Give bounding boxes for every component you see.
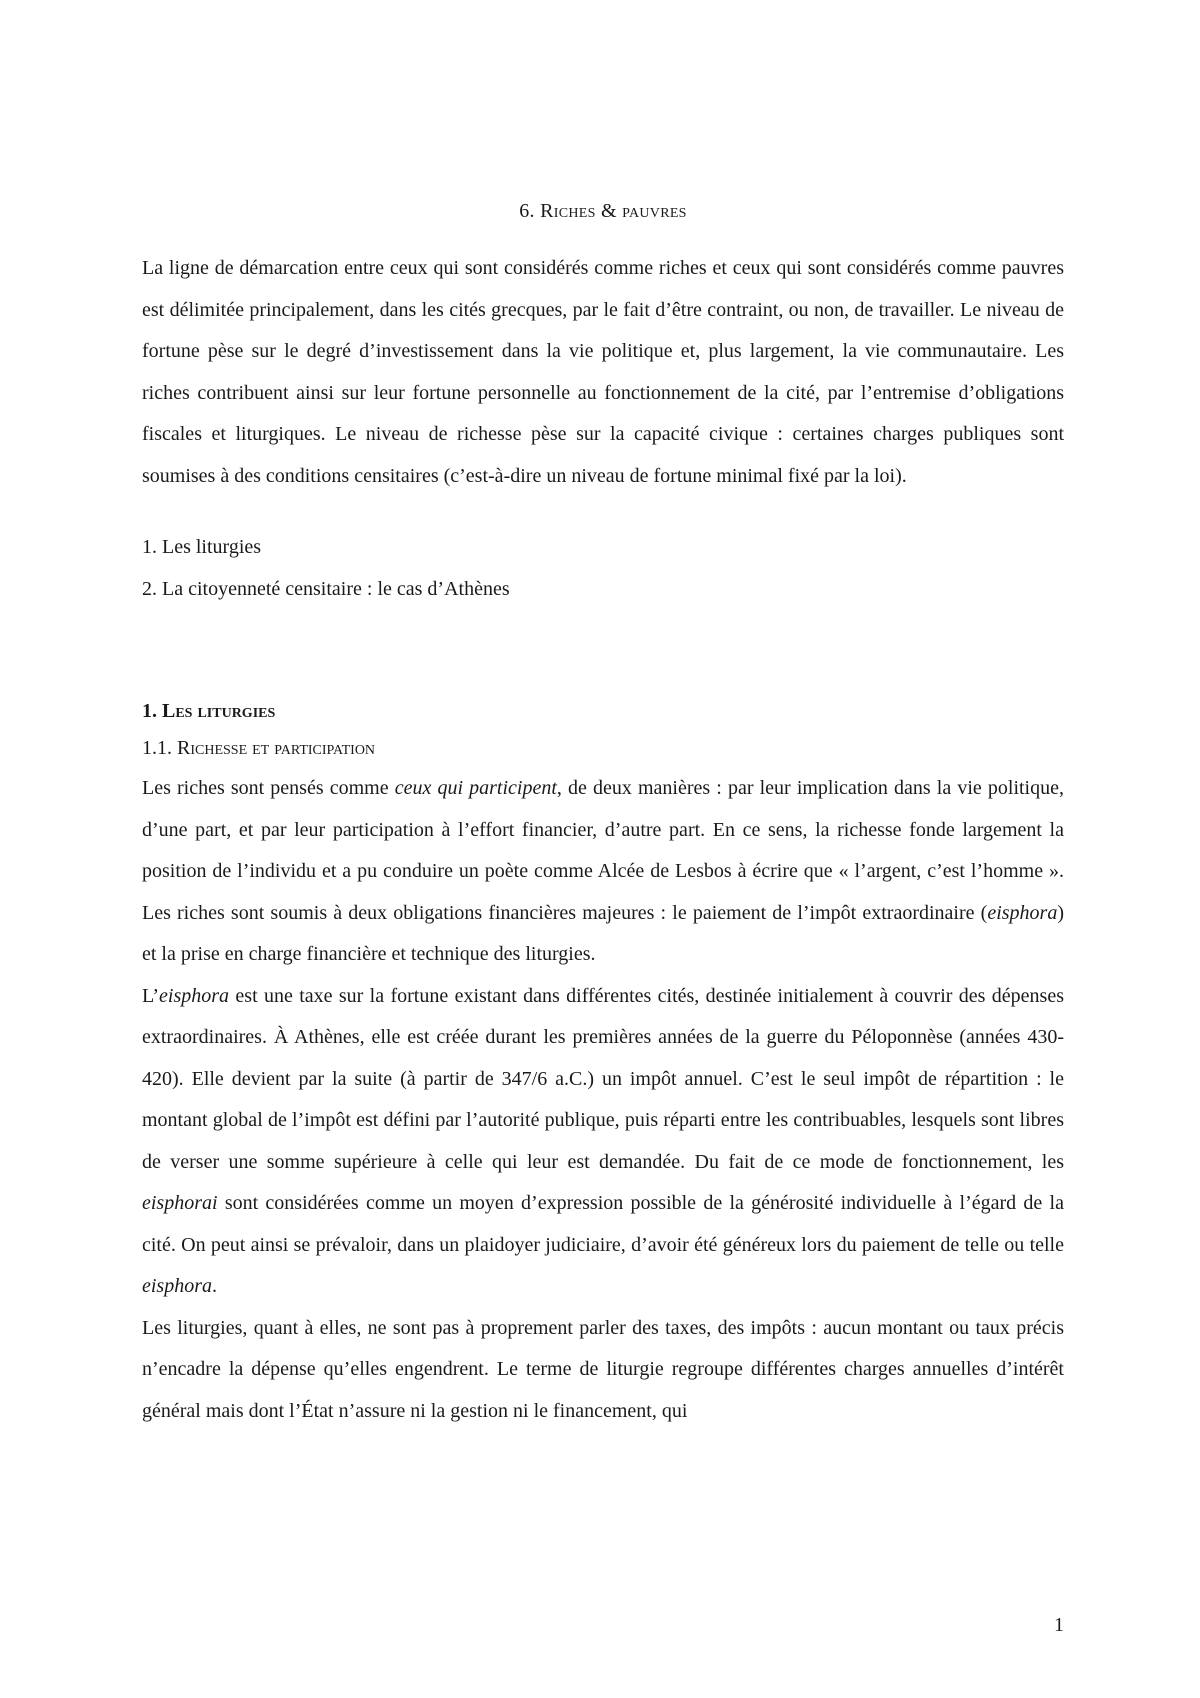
italic-term: eisphora	[159, 984, 230, 1007]
plan-item: 2. La citoyenneté censitaire : le cas d’Athènes	[142, 577, 510, 600]
text-run: sont considérées comme un moyen d’expression possible de la générosité individuelle à l’égard de la cité. On peut ainsi se prévaloir, dans un plaidoyer judiciaire, d’avoir été généreux lors du paiement de telle ou telle	[142, 1192, 1064, 1256]
text-run: .	[212, 1275, 217, 1297]
italic-term: ceux qui participent	[394, 777, 557, 799]
section-heading: 1. Les liturgies	[142, 700, 276, 722]
chapter-title: 6. Riches & pauvres	[519, 200, 687, 222]
subsection-heading: 1.1. Richesse et participation	[142, 737, 376, 759]
document-page	[142, 196, 1064, 1432]
text-run: est une taxe sur la fortune existant dans différentes cités, destinée initialement à couvrir des dépenses extraordinaires. À Athènes, elle est créée durant les premières années de la guerre du Péloponnèse (années 430-420). Elle devient par la suite (à partir de 347/6 a.C.) un impôt annuel. C’est le seul impôt de répartition : le montant global de l’impôt est défini par l’autorité publique, puis réparti entre les contribuables, lesquels sont libres de verser une somme supérieure à celle qui leur est demandée. Du fait de ce mode de fonctionnement, les	[142, 984, 1064, 1173]
plan-item: 1. Les liturgies	[142, 536, 262, 558]
text-run: , de deux manières : par leur implication dans la vie politique, d’une part, et par leur participation à l’effort financier, d’autre part. En ce sens, la richesse fonde largement la position de l’individu et a pu conduire un poète comme Alcée de Lesbos à écrire que « l’argent, c’est l’homme ». Les riches sont soumis à deux obligations financières majeures : le paiement de l’impôt extraordinaire (	[142, 777, 1064, 924]
italic-term: eisphorai	[142, 1192, 218, 1214]
text-run: Les riches sont pensés comme	[142, 777, 395, 799]
plan-list	[142, 527, 1064, 610]
italic-term: eisphora	[987, 901, 1058, 924]
intro-paragraph: La ligne de démarcation entre ceux qui sont considérés comme riches et ceux qui sont considérés comme pauvres est délimitée principalement, dans les cités grecques, par le fait d’être contraint, ou non, de travailler. Le niveau de fortune pèse sur le degré d’investissement dans la vie politique et, plus largement, la vie communautaire. Les riches contribuent ainsi sur leur fortune personnelle au fonctionnement de la cité, par l’entremise d’obligations fiscales et liturgiques. Le niveau de richesse pèse sur la capacité civique : certaines charges publiques sont soumises à des conditions censitaires (c’est-à-dire un niveau de fortune minimal fixé par la loi).	[142, 257, 1064, 487]
body-paragraph	[142, 768, 1064, 976]
italic-term: eisphora	[142, 1275, 212, 1297]
body-paragraph: Les liturgies, quant à elles, ne sont pas à proprement parler des taxes, des impôts : aucun montant ou taux précis n’encadre la dépense qu’elles engendrent. Le terme de liturgie regroupe différentes charges annuelles d’intérêt général mais dont l’État n’assure ni la gestion ni le financement, qui	[142, 1316, 1064, 1422]
body-paragraph	[142, 976, 1064, 1308]
page-number: 1	[1054, 1614, 1064, 1636]
text-run: ) et la prise en charge financière et technique des liturgies.	[142, 901, 1064, 965]
text-run: L’	[142, 984, 160, 1007]
